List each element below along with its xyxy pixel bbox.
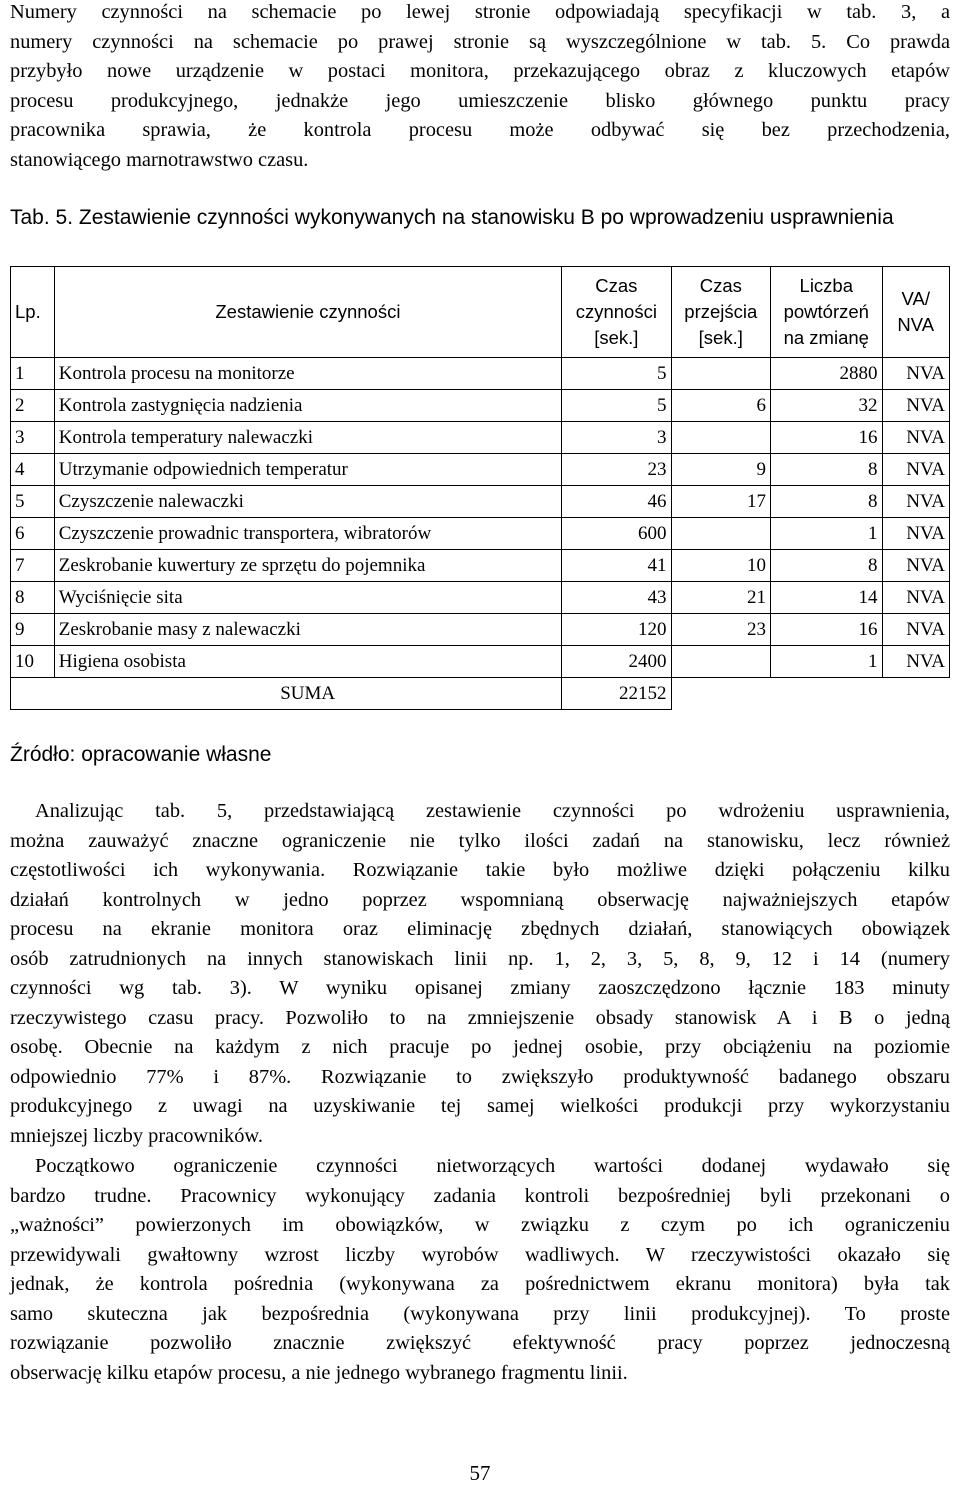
row-va: NVA (882, 614, 949, 646)
text-line: rozwiązanie pozwoliło znacznie zwiększyć efektywność pracy poprzez jednoczesną (10, 1332, 950, 1354)
row-time: 5 (562, 358, 671, 390)
text-line: procesu na ekranie monitora oraz eliminację zbędnych działań, stanowiących obowiązek (10, 918, 950, 940)
row-va: NVA (882, 550, 949, 582)
row-va: NVA (882, 486, 949, 518)
row-reps: 1 (771, 518, 883, 550)
table-row (11, 422, 950, 454)
text-line: „ważności” powierzonych im obowiązków, w związku z czym po ich ograniczeniu (10, 1214, 950, 1236)
row-activity: Zeskrobanie kuwertury ze sprzętu do pojemnika (54, 550, 561, 582)
sum-empty-cell (11, 678, 55, 710)
text-line: rzeczywistego czasu pracy. Pozwoliło to na zmniejszenie obsady stanowisk A i B o jedną (10, 1006, 950, 1029)
row-activity: Kontrola temperatury nalewaczki (54, 422, 561, 454)
row-activity: Kontrola zastygnięcia nadzienia (54, 390, 561, 422)
row-reps: 1 (771, 646, 883, 678)
row-reps: 8 (771, 486, 883, 518)
row-reps: 8 (771, 454, 883, 486)
text-line: produkcyjnego z uwagi na uzyskiwanie tej samej wielkości produkcji przy wykorzystaniu (10, 1095, 950, 1117)
row-lp: 6 (11, 518, 55, 550)
header-walk-line-1: Czas (699, 275, 742, 296)
row-walk (671, 646, 770, 678)
row-lp: 4 (11, 454, 55, 486)
page-number: 57 (469, 1461, 491, 1485)
header-va-line-1: VA/ (901, 288, 930, 309)
row-activity: Zeskrobanie masy z nalewaczki (54, 614, 561, 646)
text-line: częstotliwości ich wykonywania. Rozwiązanie takie było możliwe dzięki połączeniu kilku (10, 859, 950, 881)
table-row (11, 582, 950, 614)
table-row (11, 454, 950, 486)
text-line: pracownika sprawia, że kontrola procesu może odbywać się bez przechodzenia, (10, 119, 950, 141)
row-va: NVA (882, 646, 949, 678)
row-walk: 17 (671, 486, 770, 518)
table-row (11, 390, 950, 422)
header-lp: Lp. (11, 267, 55, 358)
row-walk: 6 (671, 390, 770, 422)
text-line: osób zatrudnionych na innych stanowiskach linii np. 1, 2, 3, 5, 8, 9, 12 i 14 (numery (10, 947, 950, 970)
header-time-line-2: czynności (575, 301, 657, 322)
row-reps: 32 (771, 390, 883, 422)
row-time: 23 (562, 454, 671, 486)
row-time: 5 (562, 390, 671, 422)
text-line: procesu produkcyjnego, jednakże jego umieszczenie blisko głównego punktu pracy (10, 89, 950, 112)
sum-blank (771, 678, 883, 710)
row-va: NVA (882, 422, 949, 454)
row-walk: 9 (671, 454, 770, 486)
row-lp: 8 (11, 582, 55, 614)
row-walk: 23 (671, 614, 770, 646)
row-lp: 2 (11, 390, 55, 422)
table-row (11, 646, 950, 678)
text-line: działań kontrolnych w jedno poprzez wspomnianą obserwację najważniejszych etapów (10, 888, 950, 911)
text-line: samo skuteczna jak bezpośrednia (wykonywana przy linii produkcyjnej). To proste (10, 1302, 950, 1325)
row-time: 2400 (562, 646, 671, 678)
sum-row (11, 678, 950, 710)
row-va: NVA (882, 454, 949, 486)
header-reps-line-1: Liczba (799, 275, 854, 296)
row-va: NVA (882, 518, 949, 550)
sum-blank (882, 678, 949, 710)
row-lp: 1 (11, 358, 55, 390)
sum-label: SUMA (54, 678, 561, 710)
header-walk-line-2: przejścia (684, 301, 758, 322)
row-va: NVA (882, 582, 949, 614)
intro-paragraph (10, 0, 950, 175)
header-time-line-1: Czas (595, 275, 638, 296)
text-line: przewidywali gwałtowny wzrost liczby wyrobów wadliwych. W rzeczywistości okazało się (10, 1243, 950, 1266)
table-caption: Tab. 5. Zestawienie czynności wykonywanych na stanowisku B po wprowadzeniu usprawnienia (10, 206, 894, 229)
row-reps: 14 (771, 582, 883, 614)
activities-table (10, 266, 950, 710)
header-va-nva (882, 267, 949, 358)
table-source: Źródło: opracowanie własne (10, 743, 272, 766)
header-reps-line-3: na zmianę (783, 327, 869, 348)
table-row (11, 614, 950, 646)
row-time: 43 (562, 582, 671, 614)
row-walk (671, 518, 770, 550)
row-lp: 7 (11, 550, 55, 582)
header-va-line-2: NVA (897, 314, 935, 335)
text-line: obserwację kilku etapów procesu, a nie jednego wybranego fragmentu linii. (10, 1361, 628, 1384)
text-line: numery czynności na schemacie po prawej stronie są wyszczególnione w tab. 5. Co prawda (10, 30, 950, 53)
row-va: NVA (882, 390, 949, 422)
row-va: NVA (882, 358, 949, 390)
row-lp: 3 (11, 422, 55, 454)
table-row (11, 358, 950, 390)
text-line: przybyło nowe urządzenie w postaci monitora, przekazującego obraz z kluczowych etapów (10, 60, 950, 82)
text-line: odpowiednio 77% i 87%. Rozwiązanie to zwiększyło produktywność badanego obszaru (10, 1065, 950, 1088)
row-activity: Kontrola procesu na monitorze (54, 358, 561, 390)
row-reps: 16 (771, 614, 883, 646)
row-walk: 21 (671, 582, 770, 614)
text-line: osobę. Obecnie na każdym z nich pracuje po jednej osobie, przy obciążeniu na poziomie (10, 1036, 950, 1058)
header-reps-line-2: powtórzeń (783, 301, 869, 322)
row-time: 600 (562, 518, 671, 550)
table-row (11, 518, 950, 550)
row-walk: 10 (671, 550, 770, 582)
table-header-row (11, 267, 950, 358)
row-activity: Wyciśnięcie sita (54, 582, 561, 614)
row-lp: 5 (11, 486, 55, 518)
row-time: 120 (562, 614, 671, 646)
text-line: czynności wg tab. 3). W wyniku opisanej zmiany zaoszczędzono łącznie 183 minuty (10, 977, 950, 999)
text-line: mniejszej liczby pracowników. (10, 1124, 263, 1147)
text-line: Analizując tab. 5, przedstawiającą zestawienie czynności po wdrożeniu usprawnienia, (35, 800, 950, 822)
analysis-paragraph (10, 797, 950, 1151)
row-time: 46 (562, 486, 671, 518)
header-repetitions (771, 267, 883, 358)
sum-value: 22152 (562, 678, 671, 710)
row-walk (671, 422, 770, 454)
header-activity-time (562, 267, 671, 358)
row-activity: Higiena osobista (54, 646, 561, 678)
sum-blank (671, 678, 770, 710)
text-line: Początkowo ograniczenie czynności nietworzących wartości dodanej wydawało się (35, 1155, 950, 1177)
table-row (11, 486, 950, 518)
header-time-line-3: [sek.] (594, 327, 639, 348)
table-row (11, 550, 950, 582)
text-line: jednak, że kontrola pośrednia (wykonywana za pośrednictwem ekranu monitora) była tak (10, 1273, 950, 1295)
header-walk-time (671, 267, 770, 358)
text-line: stanowiącego marnotrawstwo czasu. (10, 148, 309, 171)
row-reps: 8 (771, 550, 883, 582)
row-lp: 10 (11, 646, 55, 678)
row-walk (671, 358, 770, 390)
row-activity: Czyszczenie nalewaczki (54, 486, 561, 518)
row-activity: Utrzymanie odpowiednich temperatur (54, 454, 561, 486)
header-walk-line-3: [sek.] (698, 327, 743, 348)
row-time: 3 (562, 422, 671, 454)
text-line: można zauważyć znaczne ograniczenie nie tylko ilości zadań na stanowisku, lecz również (10, 829, 950, 852)
row-reps: 2880 (771, 358, 883, 390)
row-activity: Czyszczenie prowadnic transportera, wibratorów (54, 518, 561, 550)
row-lp: 9 (11, 614, 55, 646)
conclusion-paragraph (10, 1152, 950, 1388)
header-activity: Zestawienie czynności (54, 267, 561, 358)
text-line: bardzo trudne. Pracownicy wykonujący zadania kontroli bezpośredniej byli przekonani o (10, 1184, 950, 1207)
text-line: Numery czynności na schemacie po lewej stronie odpowiadają specyfikacji w tab. 3, a (10, 1, 950, 23)
row-time: 41 (562, 550, 671, 582)
row-reps: 16 (771, 422, 883, 454)
